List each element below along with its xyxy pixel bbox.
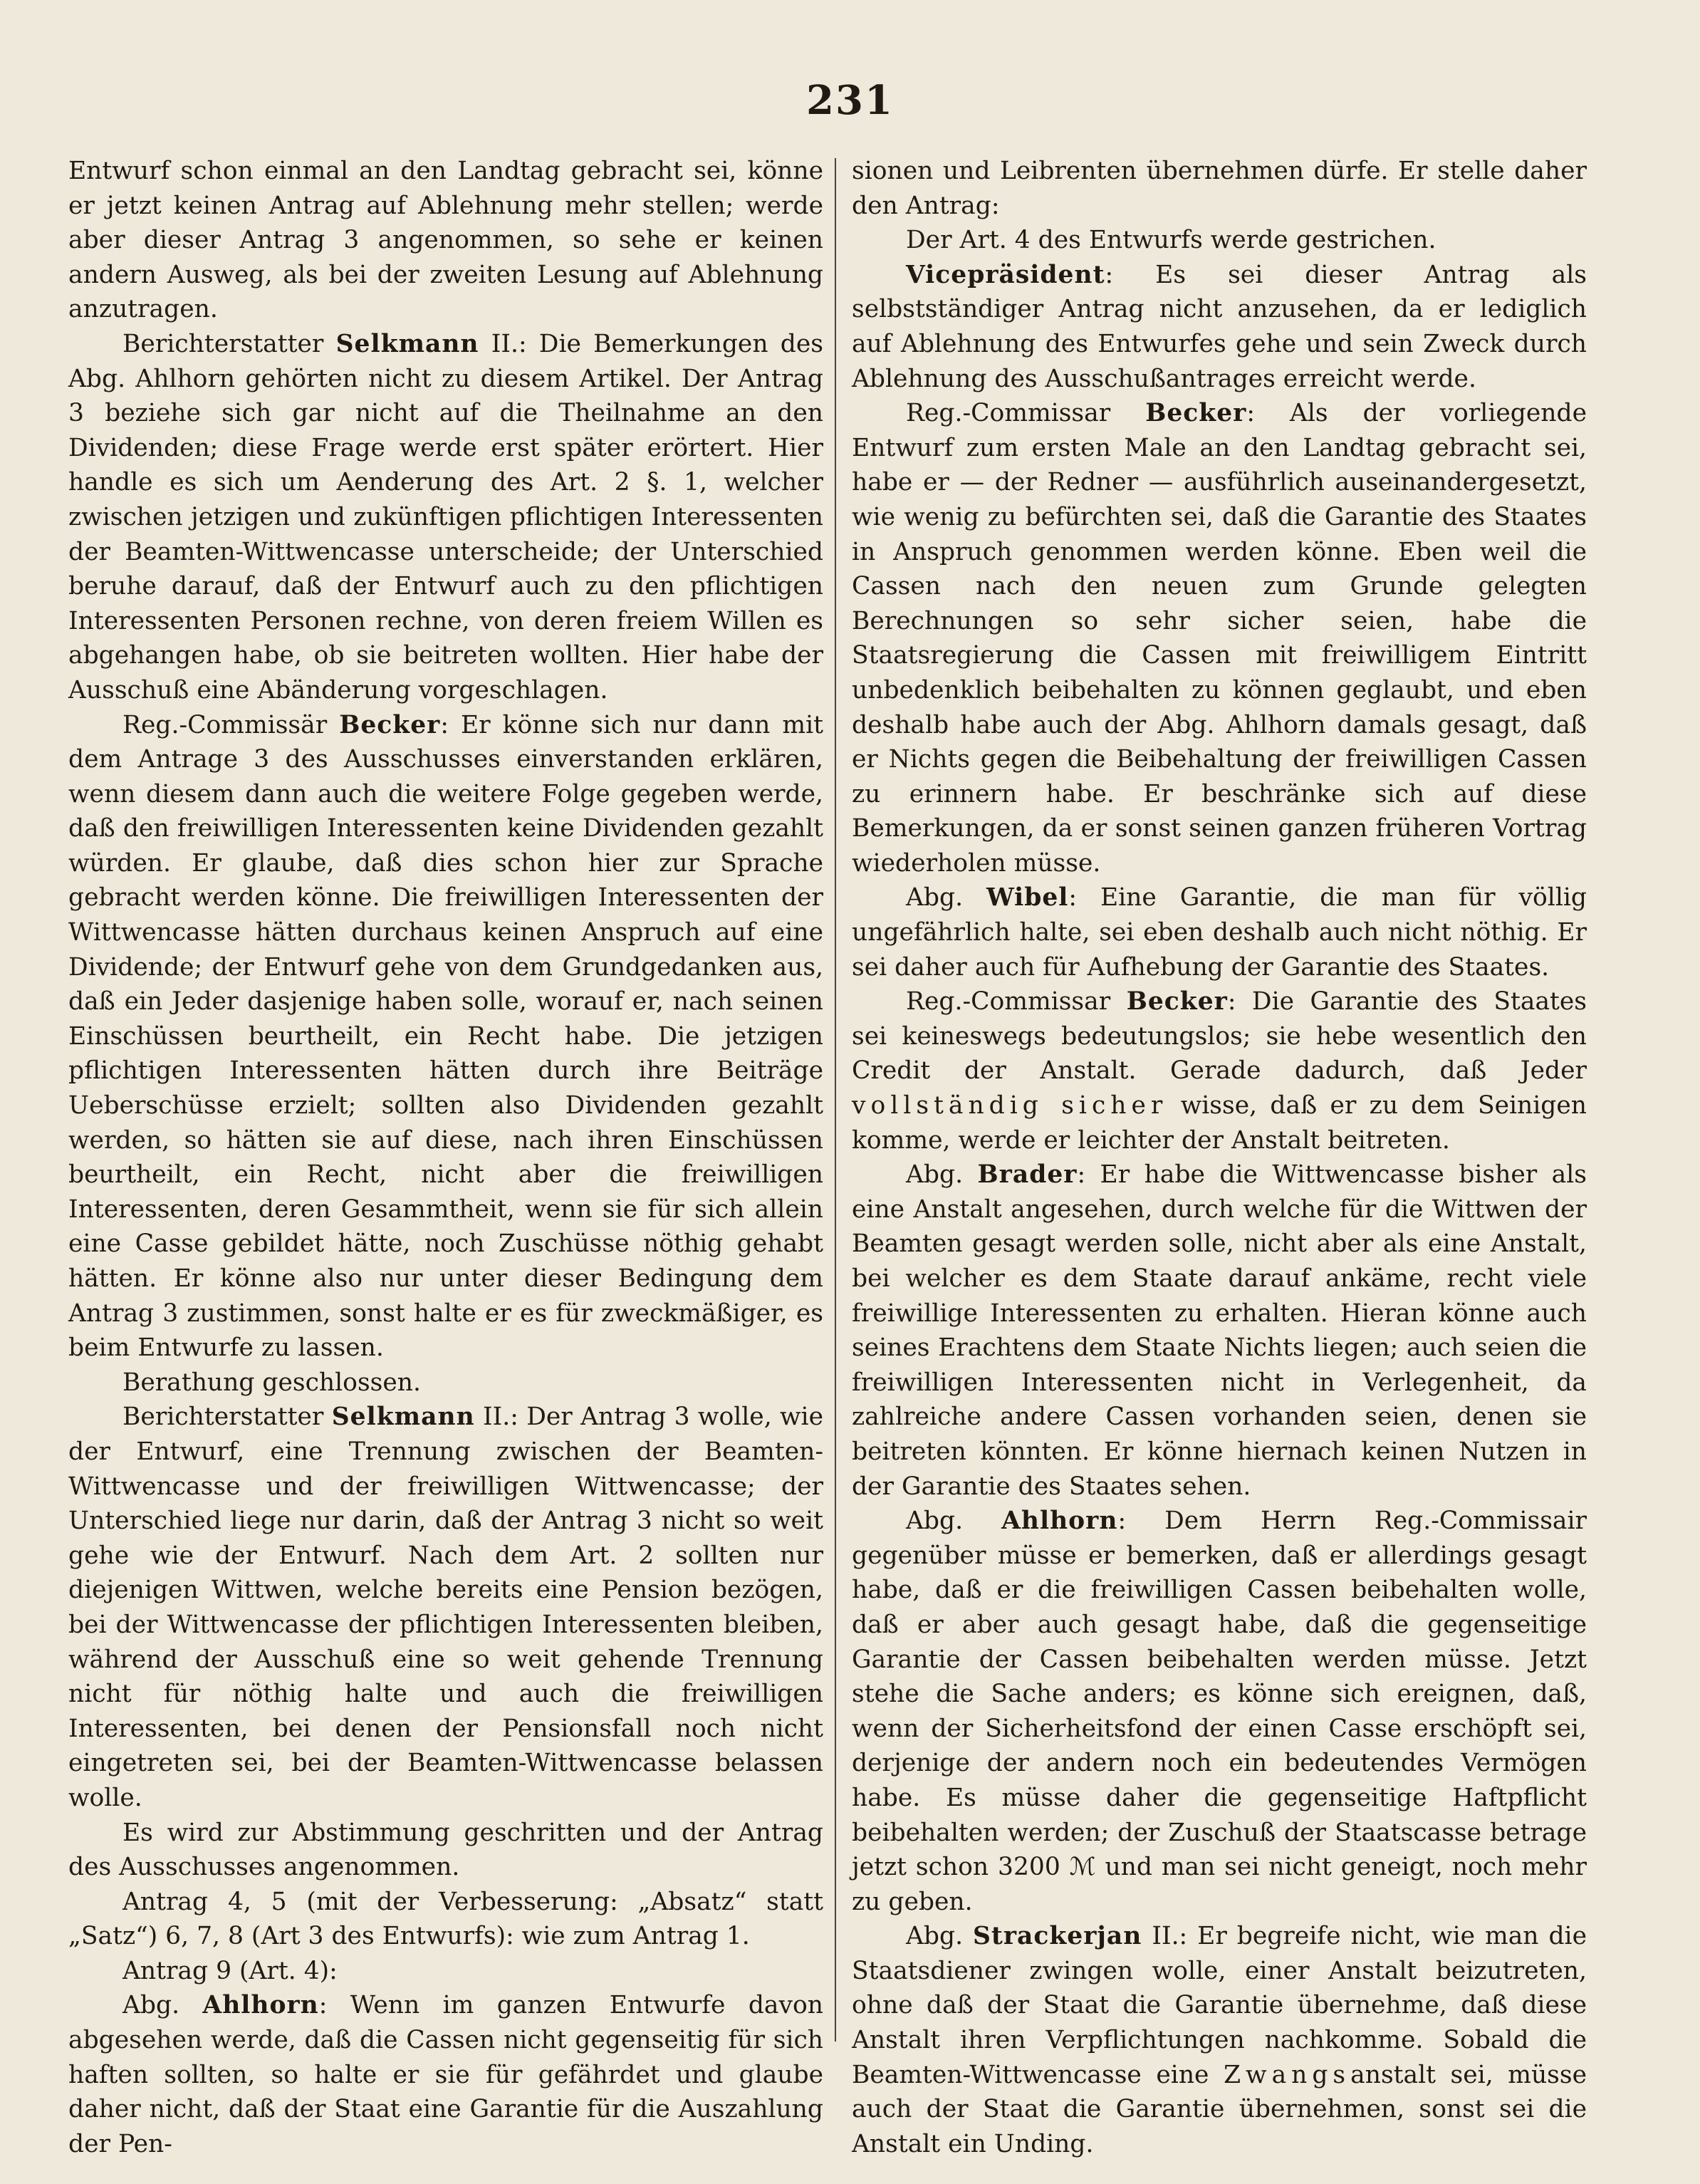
speech-paragraph xyxy=(68,327,823,708)
speaker-name: Becker xyxy=(1145,399,1247,428)
speech-text: : Eine Garantie, die man für völlig ungefährlich halte, sei eben deshalb auch nicht nöthig. Er sei daher auch für Aufhebung der Garantie des Staates. xyxy=(852,883,1587,982)
speaker-role: Abg. xyxy=(906,1160,978,1190)
speech-text: II.: Er begreife nicht, wie man die Staatsdiener zwingen wolle, einer Anstalt beizutreten, ohne daß der Staat die Garantie übernehme, daß diese Anstalt ihren Verpflichtungen nachkomme. Sobald die Beamten-Wittwencasse eine xyxy=(852,1922,1587,2089)
speaker-role: Abg. xyxy=(906,1922,974,1951)
speaker-name: Vicepräsident xyxy=(906,260,1105,289)
speaker-role: Abg. xyxy=(906,883,986,912)
speaker-name: Becker xyxy=(1126,987,1228,1016)
speech-text: : Er könne sich nur dann mit dem Antrage 3 des Ausschusses einverstanden erklären, wenn diesem dann auch die weitere Folge gegeben werde, daß den freiwilligen Interessenten keine Dividenden gezahlt würden. Er glaube, daß dies schon hier zur Sprache gebracht werden könne. Die freiwilligen Interessenten der Wittwencasse hätten durchaus keinen Anspruch auf eine Dividende; der Entwurf gehe von dem Grundgedanken aus, daß ein Jeder dasjenige haben solle, worauf er, nach seinen Einschüssen beurtheilt, ein Recht habe. Die jetzigen pflichtigen Interessenten hätten durch ihre Beiträge Ueberschüsse erzielt; sollten also Dividenden gezahlt werden, so hätten sie auf diese, nach ihren Einschüssen beurtheilt, ein Recht, nicht aber die freiwilligen Interessenten, deren Gesammtheit, wenn sie für sich allein eine Casse gebildet hätte, noch Zuschüsse nöthig gehabt hätten. Er könne also nur unter dieser Bedingung dem Antrag 3 zustimmen, sonst halte er es für zweckmäßiger, es beim Entwurfe zu lassen. xyxy=(68,710,823,1363)
speech-text: II.: Die Bemerkungen des Abg. Ahlhorn gehörten nicht zu diesem Artikel. Der Antrag 3 beziehe sich gar nicht auf die Theilnahme an den Dividenden; diese Frage werde erst später erörtert. Hier handle es sich um Aenderung des Art. 2 §. 1, welcher zwischen jetzigen und zukünftigen pflichtigen Interessenten der Beamten-Wittwencasse unterscheide; der Unterschied beruhe darauf, daß der Entwurf auch zu den pflichtigen Interessenten Personen rechne, von deren freiem Willen es abgehangen habe, ob sie beitreten wollten. Hier habe der Ausschuß eine Abänderung vorgeschlagen. xyxy=(68,329,823,704)
speech-paragraph xyxy=(68,1400,823,1815)
speaker-name: Selkmann xyxy=(335,329,479,358)
paragraph: sionen und Leibrenten übernehmen dürfe. Er stelle daher den Antrag: xyxy=(852,157,1587,220)
speaker-name: Ahlhorn xyxy=(202,1991,319,2020)
speaker-role: Berichterstatter xyxy=(122,329,336,358)
speaker-name: Ahlhorn xyxy=(1001,1507,1118,1536)
right-column xyxy=(852,154,1587,2161)
speech-text: : Dem Herrn Reg.-Commissair gegenüber müsse er bemerken, daß er allerdings gesagt habe, daß er die freiwilligen Cassen beibehalten wolle, daß er aber auch gesagt habe, daß die gegenseitige Garantie der Cassen beibehalten werden müsse. Jetzt stehe die Sache anders; es könne sich ereignen, daß, wenn der Sicherheitsfond der einen Casse erschöpft sei, derjenige der andern noch ein bedeutendes Vermögen habe. Es müsse daher die gegenseitige Haftpflicht beibehalten werden; der Zuschuß der Staatscasse betrage jetzt schon 3200 ℳ und man sei nicht geneigt, noch mehr zu geben. xyxy=(852,1507,1587,1916)
speech-text: II.: Der Antrag 3 wolle, wie der Entwurf, eine Trennung zwischen der Beamten-Wittwencasse und der freiwilligen Wittwencasse; der Unterschied liege nur darin, daß der Antrag 3 nicht so weit gehe wie der Entwurf. Nach dem Art. 2 sollten nur diejenigen Wittwen, welche bereits eine Pension bezögen, bei der Wittwencasse der pflichtigen Interessenten bleiben, während der Ausschuß eine so weit gehende Trennung nicht für nöthig halte und auch die freiwilligen Interessenten, bei denen der Pensionsfall noch nicht eingetreten sei, bei der Beamten-Wittwencasse belassen wolle. xyxy=(68,1403,824,1812)
paragraph: Berathung geschlossen. xyxy=(122,1368,421,1397)
speaker-name: Selkmann xyxy=(331,1403,475,1432)
emphasis-text: vollständig sicher xyxy=(852,1091,1168,1120)
speech-text: : Die Garantie des Staates sei keineswegs bedeutungslos; sie hebe wesentlich den Credit der Anstalt. Gerade dadurch, daß Jeder xyxy=(852,987,1587,1086)
speech-paragraph xyxy=(852,258,1587,396)
speech-paragraph xyxy=(852,396,1587,880)
speech-text: wisse, daß er zu dem Seinigen komme, werde er leichter der Anstalt beitreten. xyxy=(852,1091,1587,1155)
paragraph: Antrag 9 (Art. 4): xyxy=(122,1956,338,1985)
speech-text: : Wenn im ganzen Entwurfe davon abgesehen werde, daß die Cassen nicht gegenseitig für sich haften sollten, so halte er sie für gefährdet und glaube daher nicht, daß der Staat eine Garantie für die Auszahlung der Pen- xyxy=(68,1991,823,2158)
speech-paragraph xyxy=(852,880,1587,984)
speech-paragraph xyxy=(68,708,823,1366)
paragraph: Entwurf schon einmal an den Landtag gebracht sei, könne er jetzt keinen Antrag auf Ablehnung mehr stellen; werde aber dieser Antrag 3 angenommen, so sehe er keinen andern Ausweg, als bei der zweiten Lesung auf Ablehnung anzutragen. xyxy=(68,157,823,324)
speech-paragraph xyxy=(852,1158,1587,1504)
speech-text: anstalt sei, müsse auch der Staat die Garantie übernehmen, sonst sei die Anstalt ein Unding. xyxy=(852,2060,1587,2158)
speaker-name: Becker xyxy=(339,710,441,739)
speaker-name: Wibel xyxy=(986,883,1069,912)
speaker-role: Berichterstatter xyxy=(122,1403,332,1432)
left-column xyxy=(68,154,823,2161)
speech-text: : Er habe die Wittwencasse bisher als eine Anstalt angesehen, durch welche für die Wittwen der Beamten gesagt werden solle, nicht aber als eine Anstalt, bei welcher es dem Staate darauf ankäme, recht viele freiwillige Interessenten zu erhalten. Hieran könne auch seines Erachtens dem Staate Nichts liegen; auch seien die freiwilligen Interessenten nicht in Verlegenheit, da zahlreiche andere Cassen vorhanden seien, denen sie beitreten könnten. Er könne hiernach keinen Nutzen in der Garantie des Staates sehen. xyxy=(852,1160,1587,1501)
speaker-role: Reg.-Commissär xyxy=(122,710,340,739)
column-divider xyxy=(835,158,836,2042)
speaker-role: Abg. xyxy=(122,1991,203,2020)
speaker-role: Reg.-Commissar xyxy=(906,399,1146,428)
speech-paragraph xyxy=(68,1988,823,2161)
paragraph: Antrag 4, 5 (mit der Verbesserung: „Absatz“ statt „Satz“) 6, 7, 8 (Art 3 des Entwurfs): wie zum Antrag 1. xyxy=(68,1887,823,1951)
emphasis-text: Zwangs xyxy=(1224,2060,1351,2089)
speaker-role: Reg.-Commissar xyxy=(906,987,1127,1016)
page-number: 231 xyxy=(806,77,894,124)
speech-paragraph xyxy=(852,1504,1587,1919)
speech-paragraph xyxy=(852,1919,1587,2161)
speech-text: : Es sei dieser Antrag als selbstständiger Antrag nicht anzusehen, da er lediglich auf Ablehnung des Entwurfes gehe und sein Zweck durch Ablehnung des Ausschußantrages erreicht werde. xyxy=(852,260,1587,393)
speaker-name: Brader xyxy=(977,1160,1078,1190)
paragraph: Es wird zur Abstimmung geschritten und der Antrag des Ausschusses angenommen. xyxy=(68,1818,823,1882)
speaker-role: Abg. xyxy=(906,1507,1002,1536)
speech-paragraph xyxy=(852,984,1587,1158)
speaker-name: Strackerjan xyxy=(973,1922,1142,1951)
speech-text: : Als der vorliegende Entwurf zum ersten Male an den Landtag gebracht sei, habe er — der Redner — ausführlich auseinandergesetzt, wie wenig zu befürchten sei, daß die Garantie des Staates in Anspruch genommen werden könne. Eben weil die Cassen nach den neuen zum Grunde gelegten Berechnungen so sehr sicher seien, habe die Staatsregierung die Cassen mit freiwilligem Eintritt unbedenklich beibehalten zu können geglaubt, und eben deshalb habe auch der Abg. Ahlhorn damals gesagt, daß er Nichts gegen die Beibehaltung der freiwilligen Cassen zu erinnern habe. Er beschränke sich auf diese Bemerkungen, da er sonst seinen ganzen früheren Vortrag wiederholen müsse. xyxy=(852,399,1587,878)
motion-text: Der Art. 4 des Entwurfs werde gestrichen. xyxy=(906,226,1436,255)
